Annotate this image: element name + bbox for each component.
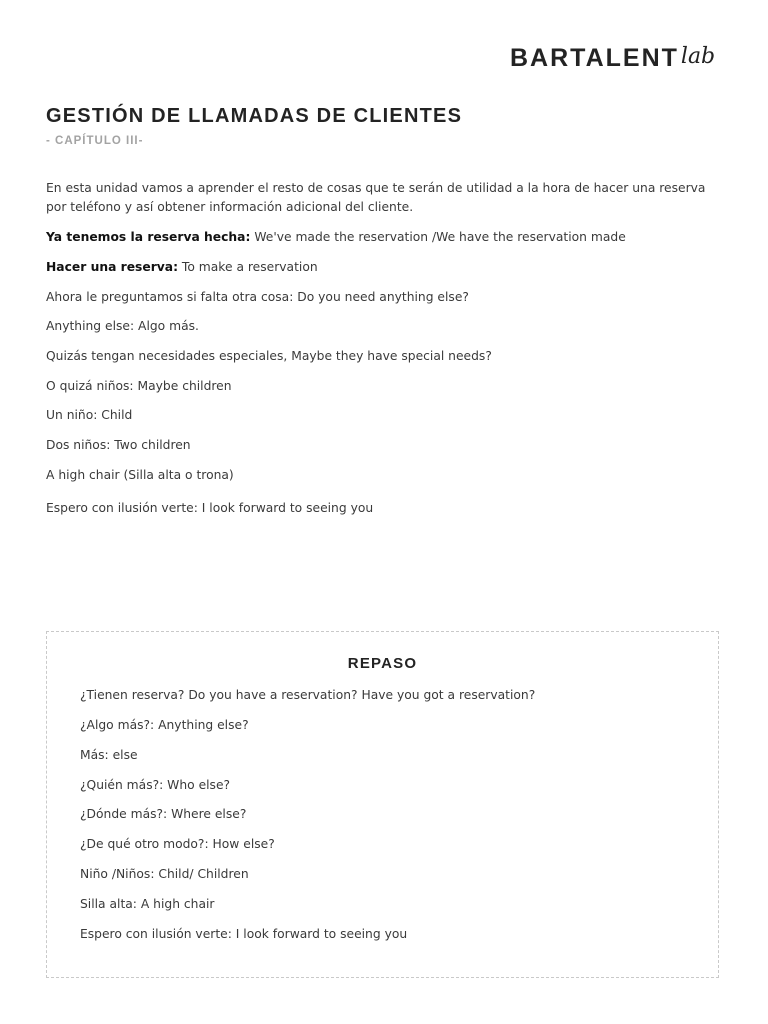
review-item: ¿Algo más?: Anything else? — [80, 718, 249, 732]
phrase-line — [46, 467, 234, 483]
chapter-subtitle: - CAPÍTULO III- — [46, 135, 144, 147]
phrase-line — [46, 259, 318, 275]
phrase-line — [46, 378, 232, 394]
phrase-line — [46, 437, 191, 453]
phrase-line — [46, 348, 492, 364]
phrase-text: Quizás tengan necesidades especiales, Maybe they have special needs? — [46, 349, 492, 363]
logo-wordmark: BARTALENT — [510, 44, 679, 72]
review-item: Espero con ilusión verte: I look forward to seeing you — [80, 927, 408, 941]
phrase-text: Espero con ilusión verte: I look forward to seeing you — [46, 501, 374, 515]
phrase-line — [46, 500, 373, 516]
phrase-line — [46, 229, 626, 245]
review-item: ¿Tienen reserva? Do you have a reservation? Have you got a reservation? — [80, 688, 536, 702]
review-item: ¿Quién más?: Who else? — [80, 778, 231, 792]
review-item: Niño /Niños: Child/ Children — [80, 867, 249, 881]
review-title: REPASO — [347, 655, 418, 672]
phrase-text: We've made the reservation /We have the reservation made — [250, 230, 626, 244]
logo-suffix: lab — [680, 44, 716, 69]
review-item: Silla alta: A high chair — [80, 897, 215, 911]
phrase-label: Ya tenemos la reserva hecha: — [46, 230, 251, 244]
phrase-label: Hacer una reserva: — [46, 260, 179, 274]
phrase-line — [46, 407, 132, 423]
review-item: ¿De qué otro modo?: How else? — [80, 837, 275, 851]
phrase-text: A high chair (Silla alta o trona) — [46, 468, 234, 482]
bartalent-lab-logo — [510, 44, 740, 74]
page-title: GESTIÓN DE LLAMADAS DE CLIENTES — [46, 105, 463, 127]
phrase-line — [46, 318, 199, 334]
review-box — [46, 631, 719, 978]
phrase-text: Dos niños: Two children — [46, 438, 191, 452]
phrase-line — [46, 289, 469, 305]
phrase-text: Ahora le preguntamos si falta otra cosa: Do you need anything else? — [46, 290, 469, 304]
review-item: Más: else — [80, 748, 138, 762]
phrase-text: To make a reservation — [178, 260, 318, 274]
review-item: ¿Dónde más?: Where else? — [80, 807, 247, 821]
phrase-text: Un niño: Child — [46, 408, 133, 422]
phrase-text: Anything else: Algo más. — [46, 319, 199, 333]
phrase-text: O quizá niños: Maybe children — [46, 379, 232, 393]
intro-paragraph: En esta unidad vamos a aprender el resto de cosas que te serán de utilidad a la hora de hacer una reserva por teléfono y así obtener información adicional del cliente. — [46, 181, 706, 214]
